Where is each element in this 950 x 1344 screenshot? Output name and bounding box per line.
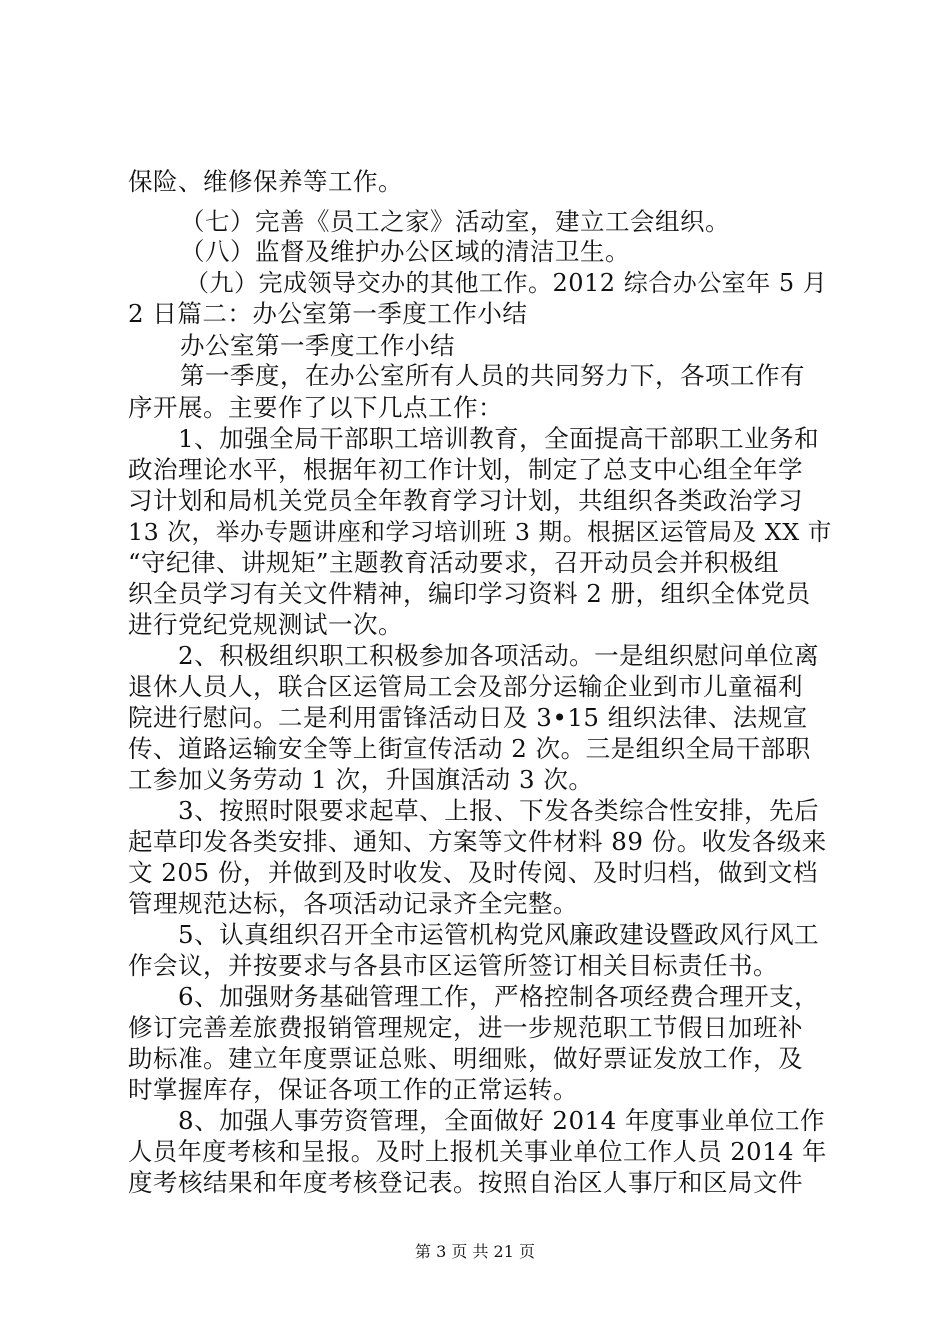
text-line: 传、道路运输安全等上街宣传活动 2 次。三是组织全局干部职 — [128, 734, 811, 763]
text-line: 人员年度考核和呈报。及时上报机关事业单位工作人员 2014 年 — [128, 1137, 827, 1166]
text-line: （八）监督及维护办公区域的清洁卫生。 — [180, 237, 630, 266]
text-line: 习计划和局机关党员全年教育学习计划，共组织各类政治学习 — [128, 486, 803, 515]
text-line: 管理规范达标，各项活动记录齐全完整。 — [128, 889, 578, 918]
text-line: 8、加强人事劳资管理，全面做好 2014 年度事业单位工作 — [178, 1106, 826, 1135]
text-line: 进行党纪党规测试一次。 — [128, 610, 403, 639]
text-line: 作会议，并按要求与各县市区运管所签订相关目标责任书。 — [128, 951, 778, 980]
text-line: 保险、维修保养等工作。 — [128, 167, 403, 196]
text-line: 时掌握库存，保证各项工作的正常运转。 — [128, 1075, 578, 1104]
text-line: 办公室第一季度工作小结 — [180, 331, 455, 360]
text-line: 2、积极组织职工积极参加各项活动。一是组织慰问单位离 — [178, 641, 820, 670]
text-line: （七）完善《员工之家》活动室，建立工会组织。 — [180, 207, 730, 236]
text-line: 3、按照时限要求起草、上报、下发各类综合性安排，先后 — [178, 796, 820, 825]
text-line: 修订完善差旅费报销管理规定，进一步规范职工节假日加班补 — [128, 1013, 803, 1042]
text-line: 院进行慰问。二是利用雷锋活动日及 3•15 组织法律、法规宣 — [128, 703, 808, 732]
text-line: 2 日篇二：办公室第一季度工作小结 — [128, 299, 528, 328]
text-line: 第一季度，在办公室所有人员的共同努力下，各项工作有 — [180, 361, 805, 390]
text-line: 织全员学习有关文件精神，编印学习资料 2 册，组织全体党员 — [128, 579, 811, 608]
text-line: 助标准。建立年度票证总账、明细账，做好票证发放工作，及 — [128, 1044, 803, 1073]
text-line: 文 205 份，并做到及时收发、及时传阅、及时归档，做到文档 — [128, 858, 818, 887]
text-line: 政治理论水平，根据年初工作计划，制定了总支中心组全年学 — [128, 455, 803, 484]
text-line: “守纪律、讲规矩”主题教育活动要求，召开动员会并积极组 — [128, 548, 780, 577]
text-line: （九）完成领导交办的其他工作。2012 综合办公室年 5 月 — [185, 269, 828, 297]
text-line: 起草印发各类安排、通知、方案等文件材料 89 份。收发各级来 — [128, 827, 827, 856]
text-line: 序开展。主要作了以下几点工作： — [128, 393, 503, 422]
text-line: 5、认真组织召开全市运管机构党风廉政建设暨政风行风工 — [178, 920, 820, 949]
text-line: 工参加义务劳动 1 次，升国旗活动 3 次。 — [128, 765, 594, 794]
text-line: 退休人员人，联合区运管局工会及部分运输企业到市儿童福利 — [128, 672, 803, 701]
text-line: 度考核结果和年度考核登记表。按照自治区人事厅和区局文件 — [128, 1168, 803, 1197]
text-line: 6、加强财务基础管理工作，严格控制各项经费合理开支， — [178, 982, 820, 1011]
text-line: 13 次，举办专题讲座和学习培训班 3 期。根据区运管局及 XX 市 — [128, 518, 832, 546]
page-number-footer: 第 3 页 共 21 页 — [415, 1242, 535, 1261]
text-line: 1、加强全局干部职工培训教育，全面提高干部职工业务和 — [178, 424, 820, 453]
